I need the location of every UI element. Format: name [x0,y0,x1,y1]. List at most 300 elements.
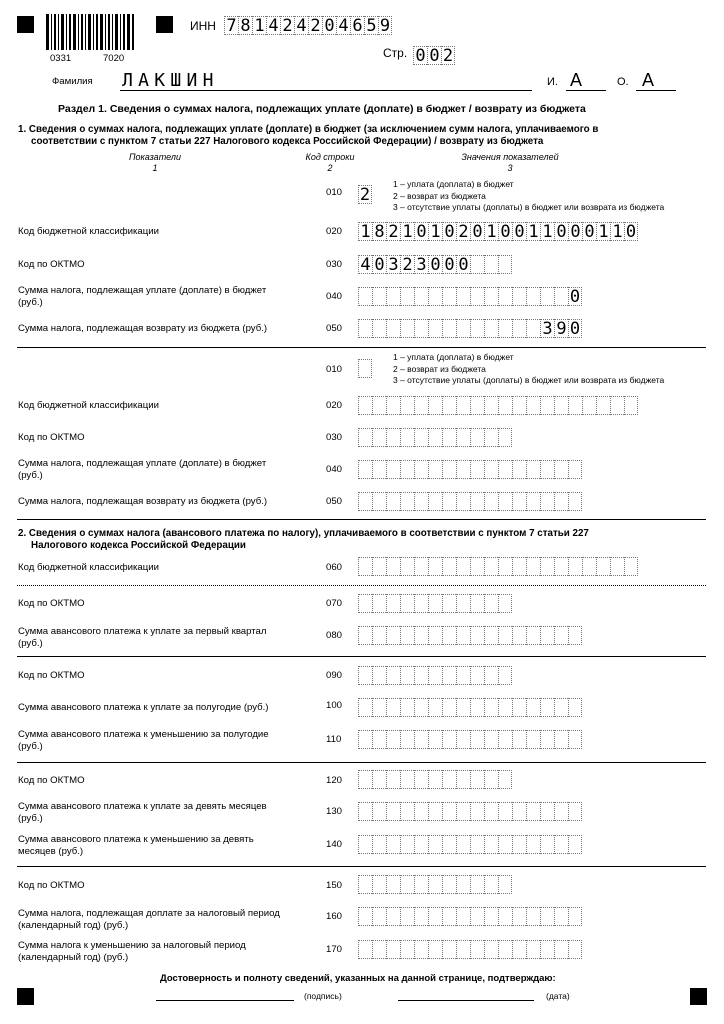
char-cell [456,492,470,511]
payment-type-field[interactable] [358,185,372,204]
char-cell [540,730,554,749]
payment-type-options-b [393,352,664,387]
char-cell [372,594,386,613]
char-cell [400,626,414,645]
surname-label: Фамилия [52,76,93,87]
char-cell [400,492,414,511]
char-cell: 0 [512,222,526,241]
label-kbk: Код бюджетной классификации [18,226,159,237]
char-cell [386,875,400,894]
char-cell: 9 [554,319,568,338]
char-cell [414,287,428,306]
char-cell: 0 [470,222,484,241]
char-cell [470,802,484,821]
char-cell: 0 [427,46,441,65]
char-cell [358,730,372,749]
char-cell: 0 [568,222,582,241]
initial-o-underline [636,90,676,91]
char-cell [484,460,498,479]
char-cell [386,287,400,306]
char-cell [610,396,624,415]
oktmo-field-090[interactable] [358,666,512,685]
line-code-150: 150 [326,880,343,891]
block-divider-3 [17,656,706,657]
char-cell [484,396,498,415]
corner-mark-top-left [17,16,34,33]
date-caption: (дата) [546,991,570,1001]
char-cell [470,319,484,338]
char-cell [372,875,386,894]
char-cell [414,396,428,415]
char-cell [498,319,512,338]
label-pay-line1: Сумма налога, подлежащая уплате (доплате) в бюджет [18,285,267,296]
confirmation-text: Достоверность и полноту сведений, указанных на данной странице, подтверждаю: [160,973,556,984]
tax-payable-field-b[interactable] [358,460,582,479]
char-cell [554,698,568,717]
char-cell [512,835,526,854]
char-cell [372,940,386,959]
char-cell [358,492,372,511]
line-code-050: 050 [326,323,343,334]
block-divider-2 [17,519,706,520]
char-cell [386,557,400,576]
label-adv-9m-line1: Сумма авансового платежа к уплате за девять месяцев [18,801,267,812]
char-cell [414,875,428,894]
char-cell [498,594,512,613]
label-adv-h1-dec-line1: Сумма авансового платежа к уменьшению за полугодие [18,729,269,740]
line-code-010-b: 010 [326,364,343,375]
char-cell [456,907,470,926]
char-cell [554,460,568,479]
signature-line[interactable] [156,1000,294,1001]
char-cell [400,802,414,821]
part2-title-line2: Налогового кодекса Российской Федерации [31,540,246,551]
kbk-field[interactable] [358,222,638,241]
char-cell [470,287,484,306]
char-cell [428,428,442,447]
char-cell [512,460,526,479]
char-cell [372,319,386,338]
char-cell [414,557,428,576]
char-cell [540,626,554,645]
char-cell: 0 [322,16,336,35]
line-code-050-b: 050 [326,496,343,507]
label-pay-line2-b: (руб.) [18,470,43,481]
label-oktmo-070: Код по ОКТМО [18,598,85,609]
surname-value[interactable]: ЛАКШИН [122,70,219,91]
option-2: 2 – возврат из бюджета [393,190,486,201]
char-cell [358,396,372,415]
char-cell [512,557,526,576]
char-cell [470,835,484,854]
part1-title-line1: 1. Сведения о суммах налога, подлежащих уплате (доплате) в бюджет (за исключением сумм налога, уплачиваемого в [18,124,599,135]
oktmo-field[interactable] [358,255,512,274]
char-cell [526,460,540,479]
column-header-indicators-num: 1 [152,163,158,173]
char-cell [400,428,414,447]
char-cell [358,359,372,378]
char-cell [372,666,386,685]
tax-refund-field[interactable] [358,319,582,338]
char-cell [358,460,372,479]
char-cell [442,940,456,959]
char-cell [358,557,372,576]
char-cell [456,770,470,789]
char-cell [428,770,442,789]
char-cell [386,460,400,479]
initial-o-value[interactable]: А [642,70,655,90]
char-cell: 0 [456,255,470,274]
char-cell [400,770,414,789]
char-cell [512,940,526,959]
char-cell [498,460,512,479]
char-cell [372,492,386,511]
label-year-dec-line1: Сумма налога к уменьшению за налоговый период [18,940,246,951]
char-cell [372,557,386,576]
char-cell [358,698,372,717]
char-cell [400,287,414,306]
char-cell [540,907,554,926]
char-cell [498,492,512,511]
option-3: 3 – отсутствие уплаты (доплаты) в бюджет или возврата из бюджета [393,202,665,212]
char-cell [428,730,442,749]
line-code-040: 040 [326,291,343,302]
char-cell [428,460,442,479]
char-cell [596,396,610,415]
label-year-pay-line1: Сумма налога, подлежащая доплате за налоговый период [18,908,280,919]
char-cell: 3 [540,319,554,338]
char-cell: 7 [224,16,238,35]
char-cell [358,770,372,789]
char-cell [526,287,540,306]
char-cell [526,396,540,415]
line-code-060: 060 [326,562,343,573]
char-cell [526,626,540,645]
char-cell [526,492,540,511]
label-kbk-b: Код бюджетной классификации [18,400,159,411]
char-cell [414,666,428,685]
label-pay-line2: (руб.) [18,297,43,308]
char-cell [470,460,484,479]
year-pay-field[interactable] [358,907,582,926]
char-cell [568,557,582,576]
char-cell [414,626,428,645]
line-code-120: 120 [326,775,343,786]
char-cell [414,492,428,511]
initial-i-value[interactable]: А [570,70,583,90]
char-cell [400,698,414,717]
char-cell [610,557,624,576]
column-header-indicators: Показатели [129,152,181,162]
char-cell: 4 [294,16,308,35]
char-cell [442,907,456,926]
char-cell [442,460,456,479]
char-cell [526,940,540,959]
char-cell [596,557,610,576]
char-cell [386,940,400,959]
char-cell [358,319,372,338]
char-cell: 8 [238,16,252,35]
char-cell [484,626,498,645]
char-cell [456,802,470,821]
char-cell [414,835,428,854]
char-cell [372,698,386,717]
char-cell [414,770,428,789]
char-cell [582,396,596,415]
char-cell [442,557,456,576]
char-cell [456,319,470,338]
char-cell [484,875,498,894]
char-cell [512,287,526,306]
option-1: 1 – уплата (доплата) в бюджет [393,352,514,362]
char-cell: 2 [308,16,322,35]
char-cell [568,396,582,415]
char-cell [540,557,554,576]
char-cell: 1 [610,222,624,241]
char-cell: 2 [400,255,414,274]
char-cell [358,835,372,854]
char-cell [358,287,372,306]
char-cell: 1 [540,222,554,241]
char-cell: 3 [414,255,428,274]
barcode-number-right: 7020 [103,53,125,64]
char-cell [456,626,470,645]
char-cell: 0 [442,222,456,241]
char-cell [400,730,414,749]
char-cell [400,875,414,894]
char-cell [470,666,484,685]
char-cell [540,492,554,511]
char-cell [386,492,400,511]
char-cell: 2 [386,222,400,241]
char-cell: 0 [428,255,442,274]
payment-type-options [393,179,664,214]
char-cell: 0 [625,222,637,242]
kbk-field-060[interactable] [358,557,638,576]
char-cell: 9 [379,16,391,36]
label-oktmo-150: Код по ОКТМО [18,880,85,891]
oktmo-field-b[interactable] [358,428,512,447]
char-cell [582,557,596,576]
char-cell [456,396,470,415]
char-cell [484,594,498,613]
char-cell: 0 [372,255,386,274]
char-cell [358,626,372,645]
char-cell [512,492,526,511]
char-cell [470,396,484,415]
char-cell [358,875,372,894]
char-cell [400,319,414,338]
char-cell: 5 [364,16,378,35]
char-cell [400,907,414,926]
oktmo-field-150[interactable] [358,875,512,894]
char-cell [414,319,428,338]
char-cell [358,428,372,447]
char-cell: 6 [350,16,364,35]
char-cell [498,428,512,447]
char-cell [624,396,638,415]
char-cell [470,907,484,926]
char-cell [372,428,386,447]
barcode-number-left: 0331 [50,53,72,64]
char-cell [400,835,414,854]
label-pay-line1-b: Сумма налога, подлежащая уплате (доплате) в бюджет [18,458,267,469]
label-adv-9m-dec-line2: месяцев (руб.) [18,846,84,857]
char-cell [442,428,456,447]
char-cell [540,396,554,415]
char-cell [372,907,386,926]
char-cell [400,940,414,959]
block-divider-1 [17,347,706,348]
char-cell [372,460,386,479]
tax-payable-field[interactable] [358,287,582,306]
char-cell [442,287,456,306]
line-code-160: 160 [326,911,343,922]
char-cell [512,698,526,717]
char-cell [442,319,456,338]
char-cell [386,770,400,789]
char-cell [442,802,456,821]
char-cell [456,875,470,894]
adv-h1-dec-field[interactable] [358,730,582,749]
char-cell [456,666,470,685]
char-cell [456,594,470,613]
adv-9m-dec-field[interactable] [358,835,582,854]
char-cell [484,492,498,511]
line-code-030-b: 030 [326,432,343,443]
line-code-020: 020 [326,226,343,237]
char-cell [428,802,442,821]
label-refund: Сумма налога, подлежащая возврату из бюджета (руб.) [18,323,268,334]
line-code-090: 090 [326,670,343,681]
adv-9m-field[interactable] [358,802,582,821]
char-cell [428,319,442,338]
line-code-130: 130 [326,806,343,817]
char-cell [470,730,484,749]
char-cell: 1 [358,222,372,241]
char-cell: 2 [442,46,454,66]
char-cell [484,287,498,306]
char-cell [554,557,568,576]
kbk-field-b[interactable] [358,396,638,415]
char-cell [442,770,456,789]
char-cell [554,492,568,511]
adv-h1-field[interactable] [358,698,582,717]
option-3: 3 – отсутствие уплаты (доплаты) в бюджет или возврата из бюджета [393,375,665,385]
char-cell [400,666,414,685]
char-cell: 0 [414,222,428,241]
page-label: Стр. [383,46,408,60]
char-cell [386,835,400,854]
char-cell [498,396,512,415]
char-cell: 3 [386,255,400,274]
char-cell [568,835,582,854]
char-cell [540,940,554,959]
char-cell: 2 [456,222,470,241]
char-cell [484,428,498,447]
char-cell [372,770,386,789]
char-cell [540,698,554,717]
char-cell [442,396,456,415]
option-2: 2 – возврат из бюджета [393,363,486,374]
inn-label: ИНН [190,19,216,33]
label-oktmo-120: Код по ОКТМО [18,775,85,786]
char-cell [428,557,442,576]
char-cell [372,287,386,306]
char-cell [484,940,498,959]
label-oktmo-090: Код по ОКТМО [18,670,85,681]
char-cell [414,698,428,717]
line-code-110: 110 [326,734,342,745]
char-cell [554,287,568,306]
adv-q1-field[interactable] [358,626,582,645]
line-code-100: 100 [326,700,343,711]
char-cell [526,802,540,821]
char-cell [526,557,540,576]
char-cell [498,770,512,789]
char-cell [484,666,498,685]
char-cell [498,875,512,894]
char-cell [512,319,526,338]
char-cell [568,940,582,959]
char-cell [498,626,512,645]
oktmo-field-070[interactable] [358,594,512,613]
char-cell [512,626,526,645]
char-cell [456,730,470,749]
payment-type-field-b[interactable] [358,359,372,378]
char-cell [414,907,428,926]
char-cell: 0 [582,222,596,241]
char-cell [414,730,428,749]
char-cell [540,460,554,479]
char-cell [428,940,442,959]
inn-field[interactable] [224,16,392,35]
line-code-070: 070 [326,598,343,609]
oktmo-field-120[interactable] [358,770,512,789]
char-cell [526,730,540,749]
column-header-line-code-num: 2 [327,163,333,173]
char-cell [428,492,442,511]
char-cell [470,698,484,717]
char-cell [470,875,484,894]
char-cell: 1 [484,222,498,241]
char-cell [386,666,400,685]
char-cell [498,666,512,685]
option-1: 1 – уплата (доплата) в бюджет [393,179,514,189]
page-number-field[interactable] [413,46,455,65]
label-year-dec-line2: (календарный год) (руб.) [18,952,129,963]
char-cell [526,907,540,926]
char-cell [554,626,568,645]
char-cell [442,875,456,894]
tax-refund-field-b[interactable] [358,492,582,511]
char-cell [400,460,414,479]
char-cell [498,698,512,717]
date-line[interactable] [398,1000,534,1001]
char-cell: 8 [372,222,386,241]
char-cell [386,698,400,717]
label-adv-9m-dec-line1: Сумма авансового платежа к уменьшению за девять [18,834,254,845]
char-cell [372,396,386,415]
char-cell [456,698,470,717]
corner-mark-bottom-right [690,988,707,1005]
char-cell [484,835,498,854]
year-dec-field[interactable] [358,940,582,959]
part2-title-line1: 2. Сведения о суммах налога (авансового платежа по налогу), уплачиваемого в соответствии с пунктом 7 статьи 227 [18,528,589,539]
label-adv-q1-line2: (руб.) [18,638,43,649]
char-cell [484,319,498,338]
char-cell [400,396,414,415]
